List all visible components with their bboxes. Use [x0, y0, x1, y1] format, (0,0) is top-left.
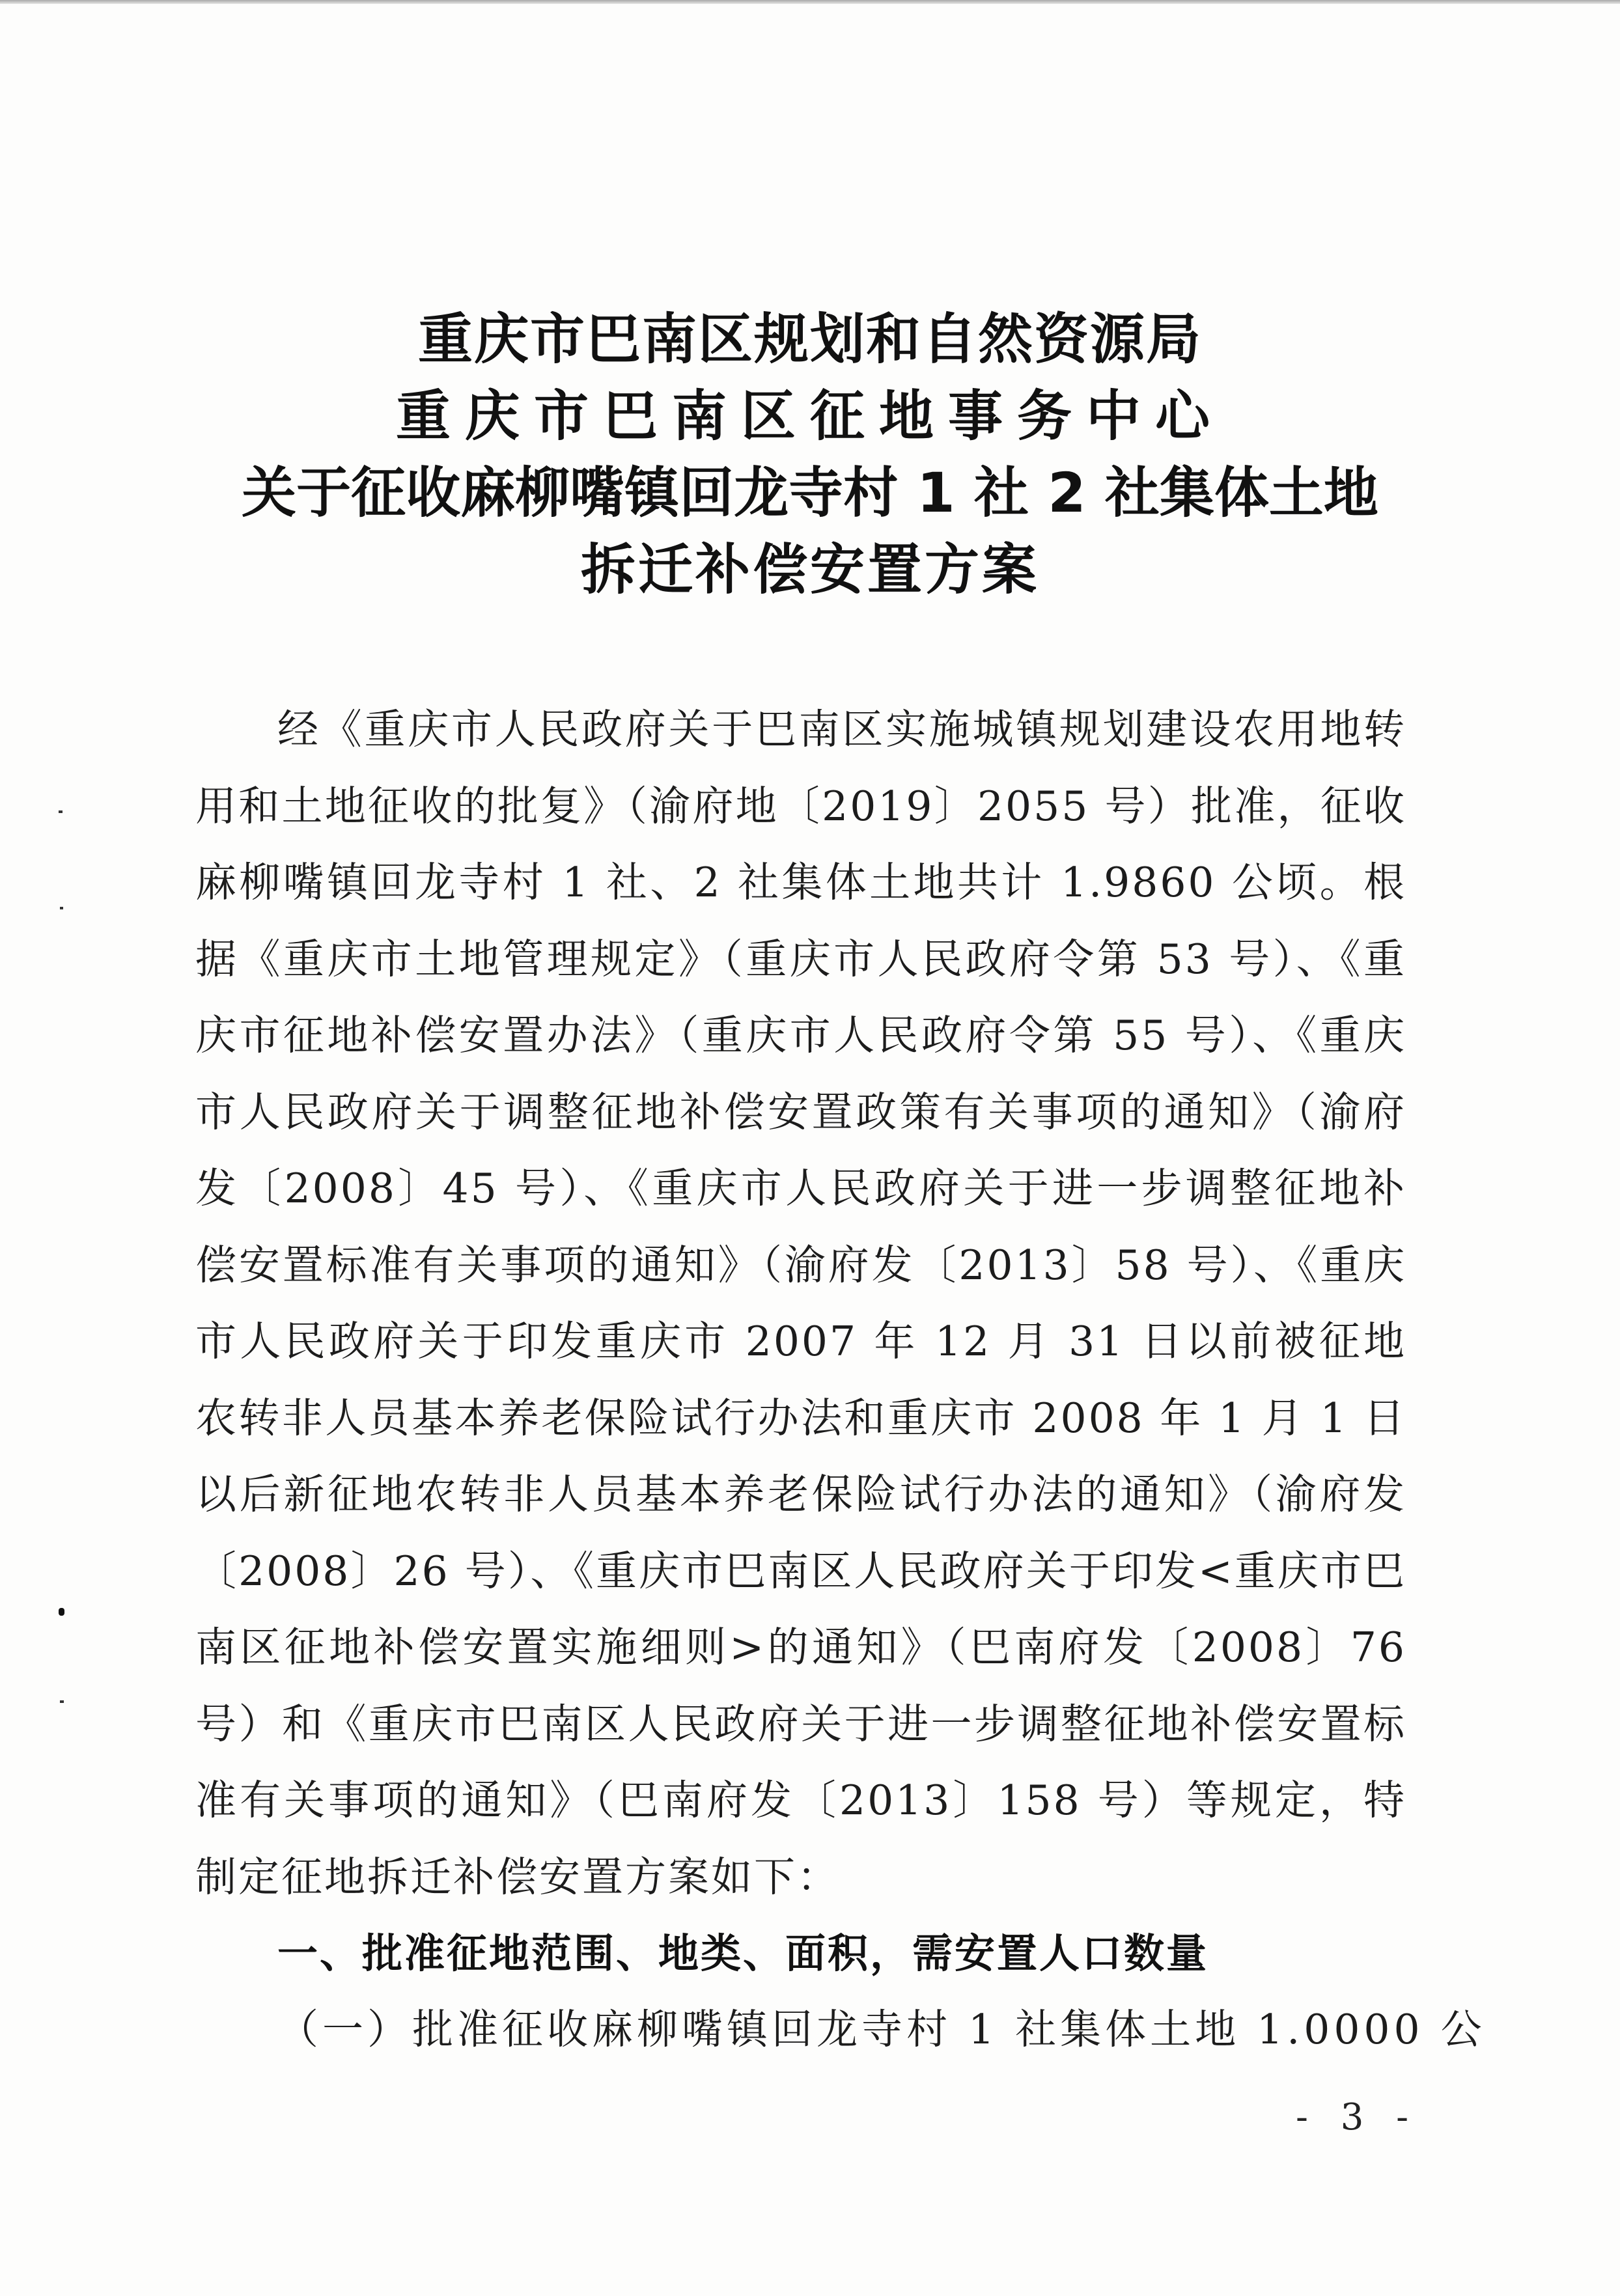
section-1-heading: 一、批准征地范围、地类、面积，需安置人口数量: [277, 1929, 1209, 1977]
intro-paragraph: 经《重庆市人民政府关于巴南区实施城镇规划建设农用地转用和土地征收的批复》（渝府地〔2019〕2055 号）批准，征收麻柳嘴镇回龙寺村 1 社、2 社集体土地共计 1.9860 公顷。根据《重庆市土地管理规定》（重庆市人民政府令第 53 号）、《重庆市征地补偿安置办法》（重庆市人民政府令第 55 号）、《重庆市人民政府关于调整征地补偿安置政策有关事项的通知》（渝府发〔2008〕45 号）、《重庆市人民政府关于进一步调整征地补偿安置标准有关事项的通知》（渝府发〔2013〕58 号）、《重庆市人民政府关于印发重庆市 2007 年 12 月 31 日以前被征地农转非人员基本养老保险试行办法和重庆市 2008 年 1 月 1 日以后新征地农转非人员基本养老保险试行办法的通知》（渝府发〔2008〕26 号）、《重庆市巴南区人民政府关于印发<重庆市巴南区征地补偿安置实施细则>的通知》（巴南府发〔2008〕76 号）和《重庆市巴南区人民政府关于进一步调整征地补偿安置标准有关事项的通知》（巴南府发〔2013〕158 号）等规定，特制定征地拆迁补偿安置方案如下：: [195, 706, 1406, 1901]
title-line-1: 重庆市巴南区规划和自然资源局: [417, 307, 1202, 371]
binding-hole-mark: [59, 1608, 64, 1616]
scan-top-edge: [0, 0, 1620, 4]
page-number: - 3 -: [1296, 2096, 1419, 2138]
title-line-3: 关于征收麻柳嘴镇回龙寺村 1 社 2 社集体土地: [242, 461, 1378, 525]
title-line-4: 拆迁补偿安置方案: [580, 538, 1039, 602]
document-body: [195, 691, 1486, 2068]
binding-hole-mark: [60, 1700, 64, 1703]
section-1-item-1: （一）批准征收麻柳嘴镇回龙寺村 1 社集体土地 1.0000 公: [277, 2006, 1486, 2053]
binding-hole-mark: [60, 907, 63, 909]
binding-hole-mark: [59, 810, 63, 813]
title-line-2: 重庆市巴南区征地事务中心: [395, 384, 1224, 448]
